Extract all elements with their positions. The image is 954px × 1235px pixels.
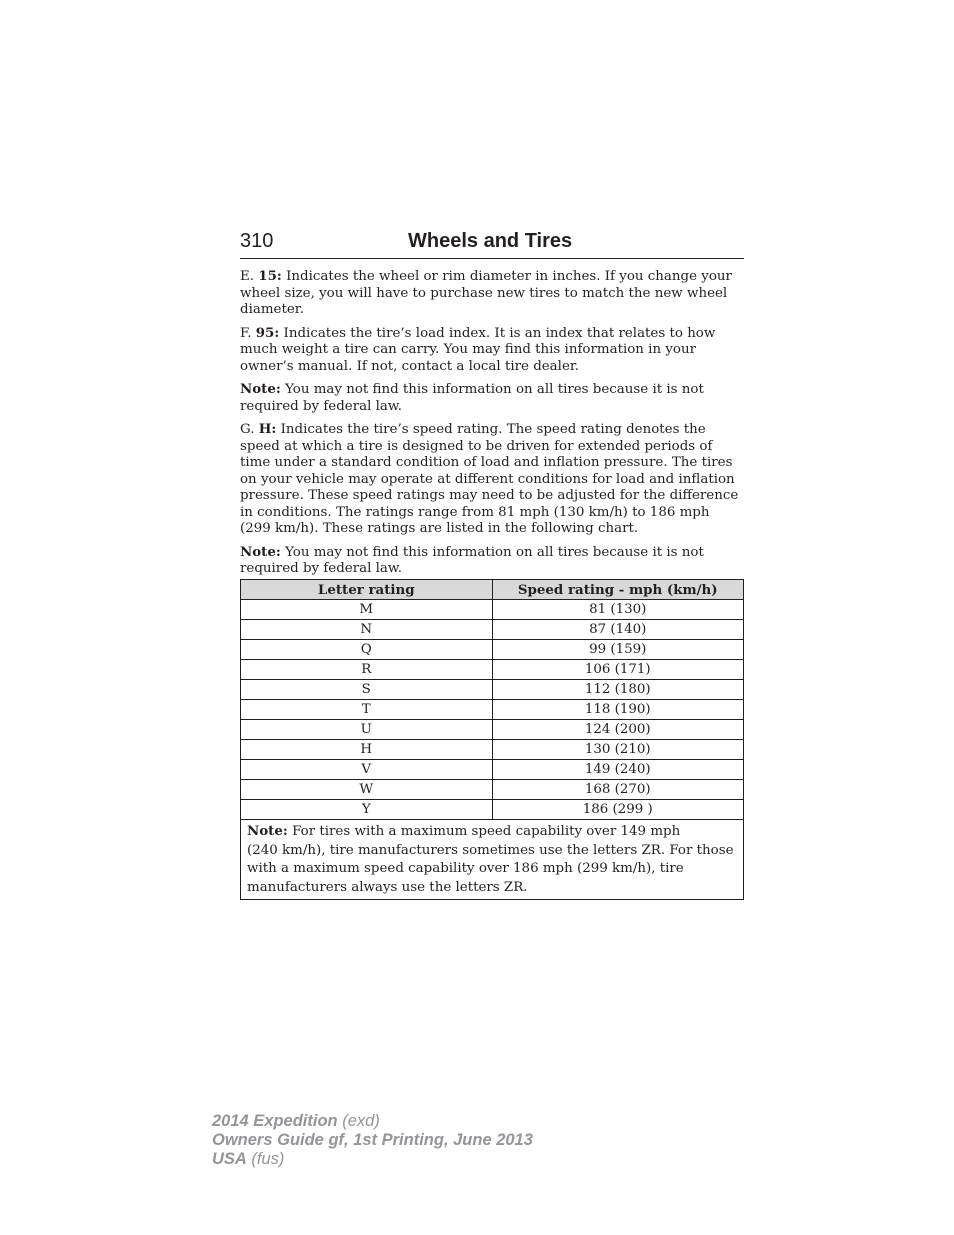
- paragraph-g: G. H: Indicates the tire’s speed rating. The speed rating denotes the speed at which a tire is designed to be driven for extended periods of time under a standard condition of load and inflation pressure. The tires on your vehicle may operate at different conditions for load and inflation pressure. These speed ratings may need to be adjusted for the difference in conditions. The ratings range from 81 mph (130 km/h) to 186 mph (299 km/h). These ratings are listed in the following chart.: [240, 421, 739, 536]
- section-title: Wheels and Tires: [408, 230, 573, 252]
- table-row: U 124 (200): [241, 720, 744, 740]
- paragraph-f: F. 95: Indicates the tire’s load index. It is an index that relates to how much weight a tire can carry. You may find this information in your owner’s manual. If not, contact a local tire dealer.: [240, 324, 716, 374]
- footer-line-2: Owners Guide gf, 1st Printing, June 2013: [212, 1131, 533, 1149]
- paragraph-e: E. 15: Indicates the wheel or rim diameter in inches. If you change your wheel size, you will have to purchase new tires to match the new wheel diameter.: [240, 268, 732, 317]
- table-row: T 118 (190): [241, 700, 744, 720]
- table-row: H 130 (210): [241, 740, 744, 760]
- page-footer: [212, 1112, 533, 1169]
- table-header-row: [241, 580, 744, 600]
- table-row: N 87 (140): [241, 620, 744, 640]
- page-number: 310: [240, 230, 274, 252]
- table-row: V 149 (240): [241, 760, 744, 780]
- speed-rating-table: [240, 579, 744, 900]
- note-paragraph-2: Note: You may not find this information on all tires because it is not required by federal law.: [240, 543, 704, 576]
- table-row: W 168 (270): [241, 780, 744, 800]
- table-note: Note: For tires with a maximum speed capability over 149 mph (240 km/h), tire manufacturers sometimes use the letters ZR. For those with a maximum speed capability over 186 mph (299 km/h), tire manufacturers always use the letters ZR.: [241, 820, 744, 900]
- table-row: Q 99 (159): [241, 640, 744, 660]
- table-row: R 106 (171): [241, 660, 744, 680]
- footer-line-3: USA (fus): [212, 1150, 285, 1168]
- body-text: [240, 268, 744, 584]
- table-row: M 81 (130): [241, 600, 744, 620]
- note-paragraph-1: Note: You may not find this information on all tires because it is not required by federal law.: [240, 381, 704, 414]
- column-header-speed: Speed rating - mph (km/h): [492, 580, 744, 600]
- table-note-row: [241, 820, 744, 900]
- table-row: S 112 (180): [241, 680, 744, 700]
- footer-line-1: 2014 Expedition (exd): [212, 1112, 380, 1130]
- column-header-letter: Letter rating: [241, 580, 493, 600]
- table-row: Y 186 (299 ): [241, 800, 744, 820]
- page-header: [240, 228, 744, 259]
